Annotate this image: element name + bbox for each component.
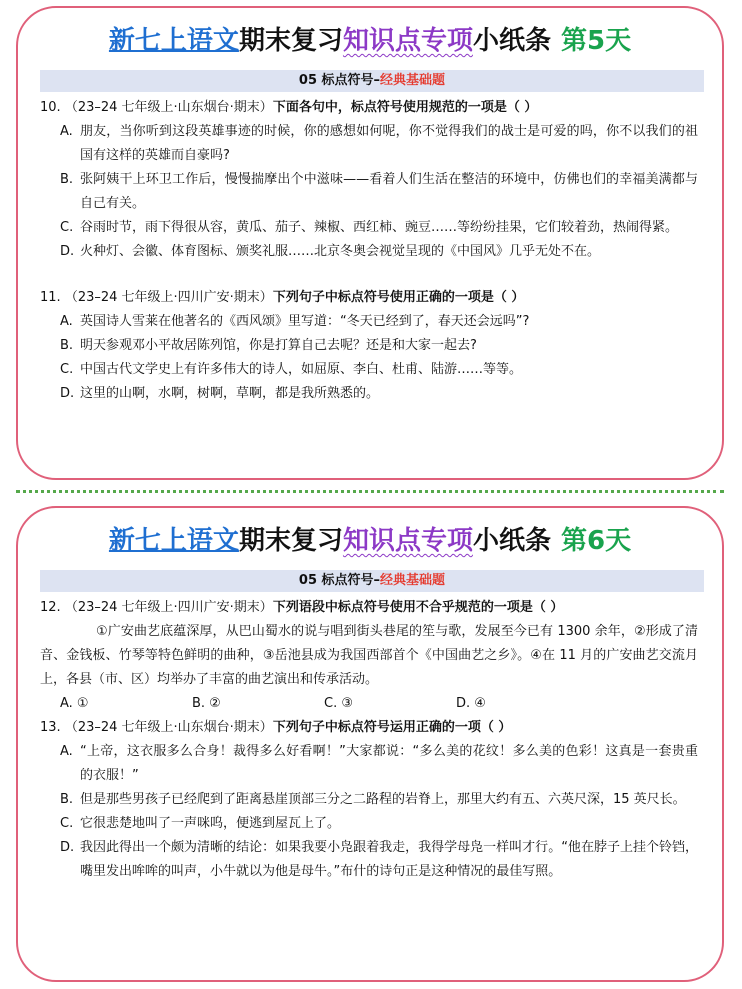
title-part2: 期末复习 xyxy=(238,526,343,556)
option-b xyxy=(18,168,722,216)
question-stem: 下列句子中标点符号使用正确的一项是（ ） xyxy=(272,290,525,305)
card-title xyxy=(18,520,722,557)
option-text: 中国古代文学史上有许多伟大的诗人，如屈原、李白、杜甫、陆游……等等。 xyxy=(80,362,523,377)
option-text: “上帝，这衣服多么合身！裁得多么好看啊！”大家都说：“多么美的花纹！多么美的色彩！这真是一套贵重的衣服！” xyxy=(80,744,698,783)
option-text: 它很悲楚地叫了一声咪呜，便逃到屋瓦上了。 xyxy=(80,816,341,831)
section-highlight: 经典基础题 xyxy=(380,573,446,588)
title-part3: 知识点专项 xyxy=(342,26,473,56)
option-label: C. xyxy=(60,220,74,235)
option-text: 这里的山啊，水啊，树啊，草啊，都是我所熟悉的。 xyxy=(80,386,380,401)
option-text: 英国诗人雪莱在他著名的《西风颂》里写道：“冬天已经到了，春天还会远吗”? xyxy=(80,314,530,329)
option-c xyxy=(18,216,722,240)
card-content xyxy=(18,596,722,884)
option-text: 但是那些男孩子已经爬到了距离悬崖顶部三分之二路程的岩脊上，那里大约有五、六英尺深，15 英尺长。 xyxy=(80,792,686,807)
option-text: 谷雨时节，雨下得很从容，黄瓜、茄子、辣椒、西红柿、豌豆……等纷纷挂果，它们较着劲，热闹得紧。 xyxy=(80,220,679,235)
choice-b: B. ② xyxy=(192,696,221,711)
option-c xyxy=(18,812,722,836)
question-source: （23–24 七年级上·四川广安·期末） xyxy=(64,290,273,305)
question-source: （23–24 七年级上·山东烟台·期末） xyxy=(64,720,273,735)
option-label: B. xyxy=(60,172,74,187)
section-band xyxy=(40,70,704,92)
option-text: 我因此得出一个颇为清晰的结论：如果我要小凫跟着我走，我得学母凫一样叫才行。“他在脖子上挂个铃铛，嘴里发出哞哞的叫声，小牛就以为他是母牛。”布什的诗句正是这种情况的最佳写照。 xyxy=(80,840,698,879)
title-day: 第5天 xyxy=(560,26,632,56)
question-number: 10. xyxy=(40,100,61,115)
option-label: A. xyxy=(60,744,73,759)
answer-choices xyxy=(18,692,722,716)
option-label: B. xyxy=(60,338,74,353)
question-stem: 下面各句中，标点符号使用规范的一项是（ ） xyxy=(272,100,538,115)
option-a xyxy=(18,310,722,334)
option-label: A. xyxy=(60,124,73,139)
option-d xyxy=(18,382,722,406)
card-content xyxy=(18,96,722,406)
choice-a: A. ① xyxy=(60,696,89,711)
title-part3: 知识点专项 xyxy=(342,526,473,556)
option-text: 张阿姨干上环卫工作后，慢慢揣摩出个中滋味——看着人们生活在整洁的环境中，仿佛也们的幸福美满都与自己有关。 xyxy=(80,172,698,211)
question-12-header xyxy=(18,596,722,620)
section-prefix: 05 标点符号– xyxy=(298,573,381,588)
question-stem: 下列句子中标点符号运用正确的一项（ ） xyxy=(272,720,512,735)
question-11-header xyxy=(18,286,722,310)
choice-d: D. ④ xyxy=(456,696,486,711)
title-part1: 新七上语文 xyxy=(108,526,239,556)
title-day: 第6天 xyxy=(560,526,632,556)
day6-card xyxy=(16,506,724,982)
card-title xyxy=(18,20,722,57)
question-10-header xyxy=(18,96,722,120)
option-label: B. xyxy=(60,792,74,807)
section-prefix: 05 标点符号– xyxy=(298,73,381,88)
question-source: （23–24 七年级上·四川广安·期末） xyxy=(64,600,273,615)
choice-c: C. ③ xyxy=(324,696,353,711)
option-label: C. xyxy=(60,362,74,377)
section-highlight: 经典基础题 xyxy=(380,73,446,88)
option-text: 朋友，当你听到这段英雄事迹的时候，你的感想如何呢，你不觉得我们的战士是可爱的吗，你不以我们的祖国有这样的英雄而自豪吗? xyxy=(80,124,698,163)
option-a xyxy=(18,740,722,788)
option-text: 明天参观邓小平故居陈列馆，你是打算自己去呢？还是和大家一起去? xyxy=(80,338,477,353)
option-label: C. xyxy=(60,816,74,831)
question-number: 13. xyxy=(40,720,61,735)
question-number: 12. xyxy=(40,600,61,615)
title-part1: 新七上语文 xyxy=(108,26,239,56)
option-a xyxy=(18,120,722,168)
option-label: D. xyxy=(60,244,75,259)
question-13-header xyxy=(18,716,722,740)
option-label: D. xyxy=(60,386,75,401)
option-d xyxy=(18,836,722,884)
title-part4: 小纸条 xyxy=(472,526,551,556)
question-stem: 下列语段中标点符号使用不合乎规范的一项是（ ） xyxy=(272,600,564,615)
option-b xyxy=(18,788,722,812)
question-passage: ①广安曲艺底蕴深厚，从巴山蜀水的说与唱到街头巷尾的笙与歌，发展至今已有 1300 余年，②形成了清音、金钱板、竹琴等特色鲜明的曲种，③岳池县成为我国西部首个《中国曲艺之乡》。④在 11 月的广安曲艺交流月上，各县（市、区）均举办了丰富的曲艺演出和传承活动。 xyxy=(40,624,698,687)
option-c xyxy=(18,358,722,382)
question-number: 11. xyxy=(40,290,61,305)
option-d xyxy=(18,240,722,264)
section-band xyxy=(40,570,704,592)
option-label: A. xyxy=(60,314,73,329)
title-part4: 小纸条 xyxy=(472,26,551,56)
option-b xyxy=(18,334,722,358)
title-part2: 期末复习 xyxy=(238,26,343,56)
day5-card xyxy=(16,6,724,480)
option-text: 火种灯、会徽、体育图标、颁奖礼服……北京冬奥会视觉呈现的《中国风》几乎无处不在。 xyxy=(80,244,601,259)
option-label: D. xyxy=(60,840,75,855)
dotted-divider xyxy=(16,490,724,493)
question-source: （23–24 七年级上·山东烟台·期末） xyxy=(64,100,273,115)
